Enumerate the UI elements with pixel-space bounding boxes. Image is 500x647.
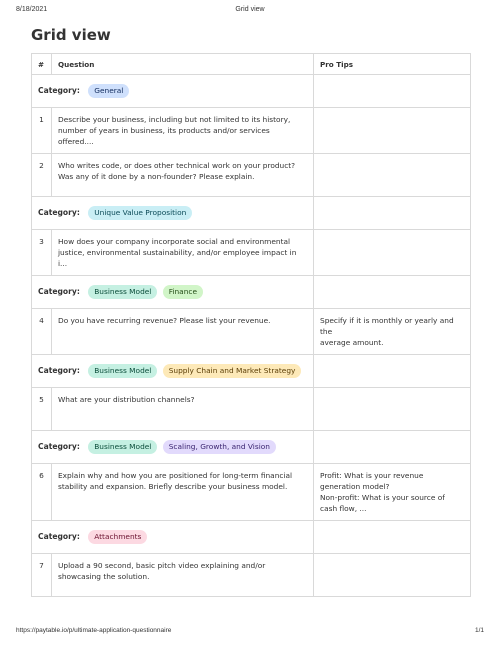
row-number: 1	[32, 108, 52, 154]
pro-tip-cell[interactable]	[314, 108, 471, 154]
col-header-question[interactable]: Question	[52, 54, 314, 75]
question-cell[interactable]	[52, 309, 314, 355]
row-number: 3	[32, 230, 52, 276]
category-cell	[32, 197, 314, 230]
pro-tip-cell[interactable]	[314, 464, 471, 521]
category-label: Category:	[38, 532, 80, 541]
category-row-business-model-scaling	[32, 431, 471, 464]
pro-tip-cell[interactable]	[314, 309, 471, 355]
category-chip-general[interactable]: General	[88, 84, 129, 98]
category-chip-attachments[interactable]: Attachments	[88, 530, 147, 544]
table-row[interactable]	[32, 309, 471, 355]
question-line: showcasing the solution.	[58, 572, 150, 581]
question-cell[interactable]	[52, 230, 314, 276]
category-tips-cell	[314, 276, 471, 309]
question-cell[interactable]	[52, 464, 314, 521]
question-line: number of years in business, its products and/or services offered....	[58, 126, 270, 146]
pro-tip-line: Profit: What is your revenue generation model?	[320, 471, 424, 491]
category-tips-cell	[314, 521, 471, 554]
pro-tip-cell[interactable]	[314, 230, 471, 276]
page-title: Grid view	[31, 26, 111, 44]
question-line: Was any of it done by a non-founder? Please explain.	[58, 172, 255, 181]
table-row[interactable]	[32, 554, 471, 597]
category-chip-business-model[interactable]: Business Model	[88, 285, 157, 299]
category-label: Category:	[38, 442, 80, 451]
category-cell	[32, 431, 314, 464]
category-tips-cell	[314, 75, 471, 108]
questions-table	[31, 53, 471, 597]
print-title: Grid view	[235, 6, 265, 13]
table-row[interactable]	[32, 108, 471, 154]
category-label: Category:	[38, 208, 80, 217]
col-header-number[interactable]: #	[32, 54, 52, 75]
question-line: justice, environmental sustainability, and/or employee impact in i...	[58, 248, 297, 268]
question-cell[interactable]	[52, 154, 314, 197]
question-cell[interactable]	[52, 554, 314, 597]
print-url: https://paytable.io/p/ultimate-application-questionnaire	[16, 627, 172, 634]
pro-tip-line: Specify if it is monthly or yearly and the	[320, 316, 454, 336]
category-label: Category:	[38, 287, 80, 296]
print-footer	[16, 627, 484, 639]
question-line: Upload a 90 second, basic pitch video explaining and/or	[58, 561, 266, 570]
row-number: 2	[32, 154, 52, 197]
pro-tip-cell[interactable]	[314, 388, 471, 431]
category-row-business-model-finance	[32, 276, 471, 309]
category-label: Category:	[38, 86, 80, 95]
table-row[interactable]	[32, 230, 471, 276]
pro-tip-line: average amount.	[320, 338, 384, 347]
category-chip-finance[interactable]: Finance	[163, 285, 203, 299]
category-chip-unique-value-proposition[interactable]: Unique Value Proposition	[88, 206, 192, 220]
category-row-unique-value-proposition	[32, 197, 471, 230]
category-row-attachments	[32, 521, 471, 554]
question-line: Do you have recurring revenue? Please list your revenue.	[58, 316, 271, 325]
question-cell[interactable]	[52, 108, 314, 154]
row-number: 6	[32, 464, 52, 521]
print-date: 8/18/2021	[16, 6, 48, 13]
question-cell[interactable]	[52, 388, 314, 431]
table-row[interactable]	[32, 154, 471, 197]
category-tips-cell	[314, 431, 471, 464]
category-chip-supply-chain-and-market-strategy[interactable]: Supply Chain and Market Strategy	[163, 364, 302, 378]
question-line: Who writes code, or does other technical work on your product?	[58, 161, 296, 170]
category-cell	[32, 276, 314, 309]
row-number: 5	[32, 388, 52, 431]
category-chip-scaling-growth-and-vision[interactable]: Scaling, Growth, and Vision	[163, 440, 276, 454]
question-line: How does your company incorporate social and environmental	[58, 237, 291, 246]
pro-tip-cell[interactable]	[314, 554, 471, 597]
category-cell	[32, 355, 314, 388]
category-chip-business-model[interactable]: Business Model	[88, 364, 157, 378]
question-line: Explain why and how you are positioned for long-term financial	[58, 471, 293, 480]
pro-tip-cell[interactable]	[314, 154, 471, 197]
row-number: 4	[32, 309, 52, 355]
table-row[interactable]	[32, 388, 471, 431]
question-line: Describe your business, including but not limited to its history,	[58, 115, 291, 124]
col-header-pro-tips[interactable]: Pro Tips	[314, 54, 471, 75]
category-chip-business-model[interactable]: Business Model	[88, 440, 157, 454]
table-header-row	[32, 54, 471, 75]
question-line: stability and expansion. Briefly describe your business model.	[58, 482, 288, 491]
print-header	[16, 6, 484, 18]
category-label: Category:	[38, 366, 80, 375]
pro-tip-line: Non-profit: What is your source of cash flow, ...	[320, 493, 445, 513]
row-number: 7	[32, 554, 52, 597]
category-cell	[32, 75, 314, 108]
category-row-general	[32, 75, 471, 108]
print-page-count: 1/1	[474, 627, 484, 634]
table-row[interactable]	[32, 464, 471, 521]
category-cell	[32, 521, 314, 554]
category-tips-cell	[314, 197, 471, 230]
category-row-business-model-supply-chain	[32, 355, 471, 388]
question-line: What are your distribution channels?	[58, 395, 195, 404]
category-tips-cell	[314, 355, 471, 388]
